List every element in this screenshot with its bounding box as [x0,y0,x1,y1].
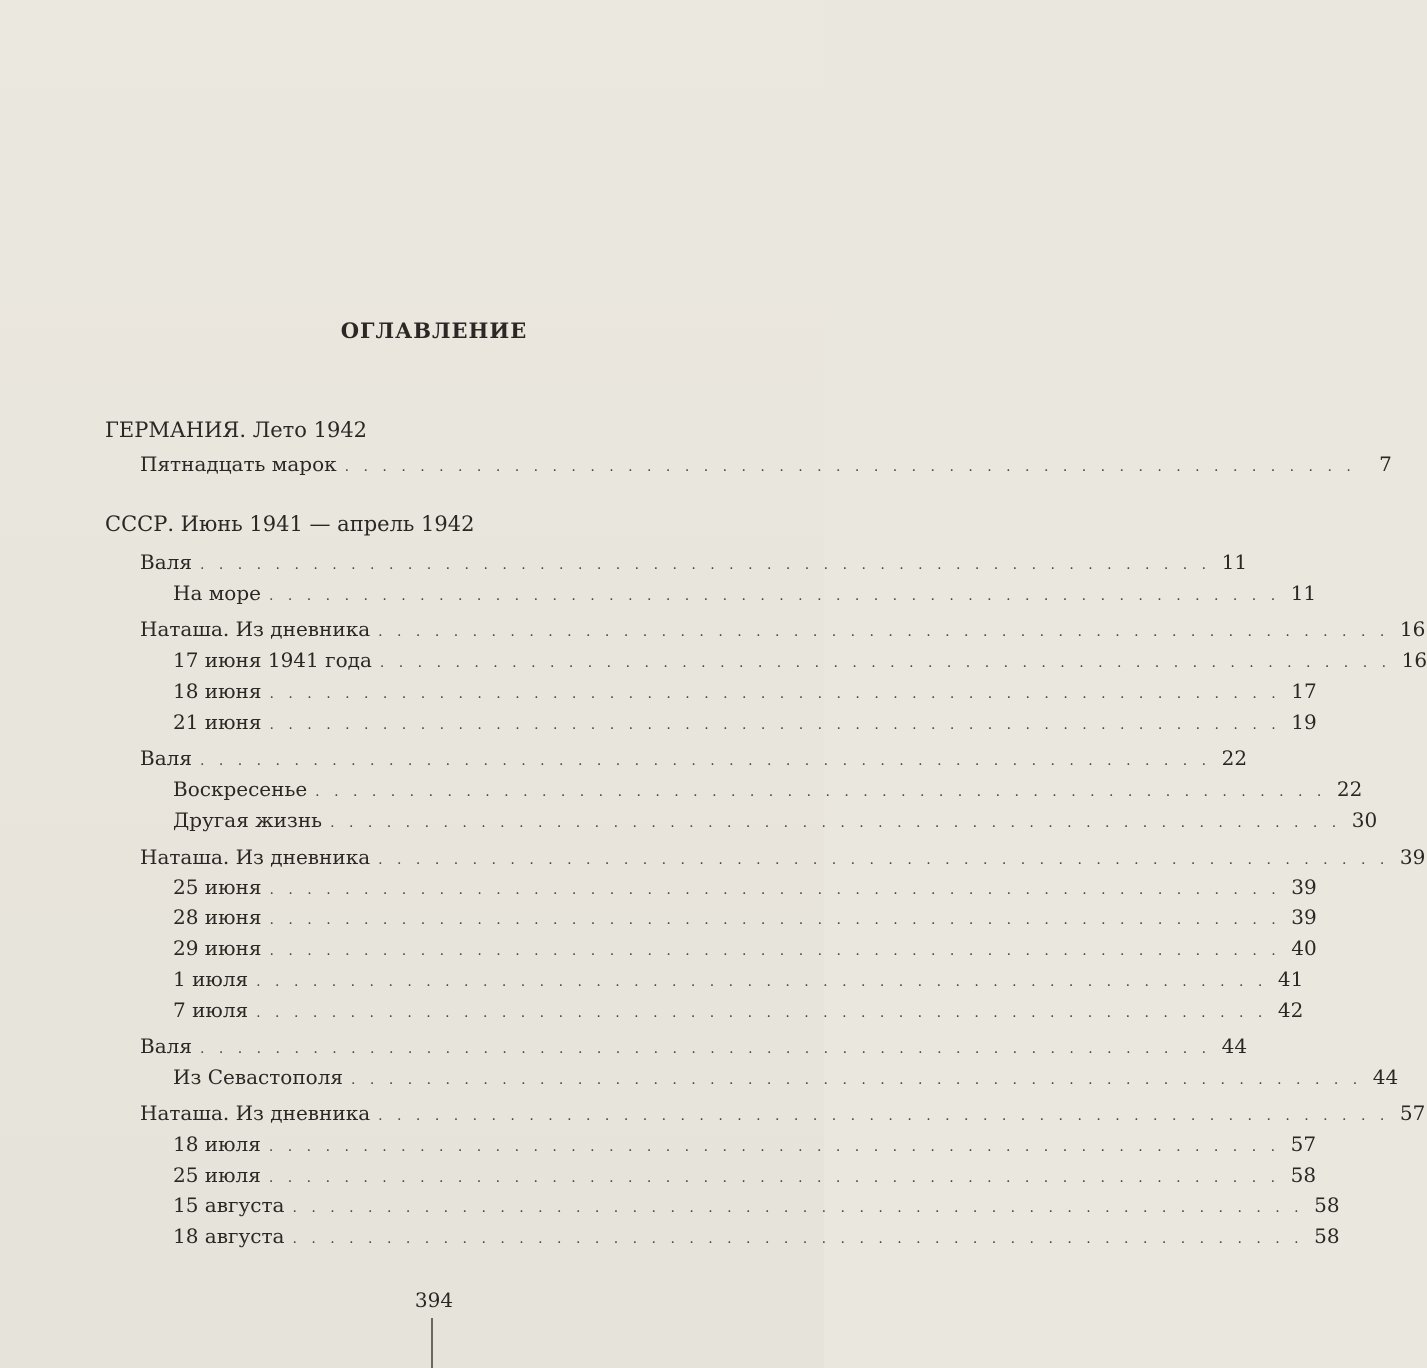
toc-entry-label: 15 августа [173,1193,285,1217]
page-title: ОГЛАВЛЕНИЕ [340,318,528,343]
toc-entry-page: 42 [1277,998,1304,1022]
toc-entry-label: Наташа. Из дневника [140,1101,371,1125]
toc-entry-label: 28 июня [173,905,262,929]
toc-entry [173,1193,1340,1223]
toc-entry [140,1034,1248,1064]
toc-entry-page: 7 [1379,452,1392,476]
toc-entry [140,452,1392,482]
dot-leader: . . . . . . . . . . . . . . . . . . . . . . . . . . . . . . . . . . . . . . . . . . . . . . . . . . . . . . [199,557,1212,573]
toc-entry-page: 30 [1351,808,1378,832]
dot-leader: . . . . . . . . . . . . . . . . . . . . . . . . . . . . . . . . . . . . . . . . . . . . . . . . . . . . . . [378,624,1390,640]
dot-leader: . . . . . . . . . . . . . . . . . . . . . . . . . . . . . . . . . . . . . . . . . . . . . . . . . . . . . . [378,1108,1390,1124]
toc-entry [140,746,1248,776]
toc-entry [173,998,1304,1028]
toc-entry-label: 7 июля [173,998,249,1022]
toc-entry-page: 11 [1221,550,1248,574]
toc-entry-label: Наташа. Из дневника [140,845,371,869]
toc-entry-label: На море [173,581,261,605]
toc-entry-page: 17 [1291,679,1317,703]
toc-entry-label: Валя [140,746,192,770]
dot-leader: . . . . . . . . . . . . . . . . . . . . . . . . . . . . . . . . . . . . . . . . . . . . . . . . . . . . . . [378,852,1390,868]
toc-entry-page: 22 [1336,777,1363,801]
toc-entry [173,1065,1399,1095]
dot-leader: . . . . . . . . . . . . . . . . . . . . . . . . . . . . . . . . . . . . . . . . . . . . . . . . . . . . . . [269,912,1281,928]
dot-leader: . . . . . . . . . . . . . . . . . . . . . . . . . . . . . . . . . . . . . . . . . . . . . . . . . . . . . . [344,459,1356,475]
toc-entry-page: 39 [1399,845,1426,869]
dot-leader: . . . . . . . . . . . . . . . . . . . . . . . . . . . . . . . . . . . . . . . . . . . . . . . . . . . . . . [269,882,1281,898]
page-number: 394 [414,1288,454,1312]
dot-leader: . . . . . . . . . . . . . . . . . . . . . . . . . . . . . . . . . . . . . . . . . . . . . . . . . . . . . . [351,1072,1363,1088]
dot-leader: . . . . . . . . . . . . . . . . . . . . . . . . . . . . . . . . . . . . . . . . . . . . . . . . . . . . . . [199,753,1212,769]
toc-entry-label: 1 июля [173,967,249,991]
dot-leader: . . . . . . . . . . . . . . . . . . . . . . . . . . . . . . . . . . . . . . . . . . . . . . . . . . . . . . [268,588,1281,604]
dot-leader: . . . . . . . . . . . . . . . . . . . . . . . . . . . . . . . . . . . . . . . . . . . . . . . . . . . . . . [268,1170,1281,1186]
toc-entry [173,710,1317,740]
dot-leader: . . . . . . . . . . . . . . . . . . . . . . . . . . . . . . . . . . . . . . . . . . . . . . . . . . . . . . [292,1200,1304,1216]
toc-entry-label: 18 августа [173,1224,285,1248]
toc-entry [173,1224,1340,1254]
toc-entry-page: 58 [1290,1163,1317,1187]
toc-entry-page: 39 [1291,875,1317,899]
dot-leader: . . . . . . . . . . . . . . . . . . . . . . . . . . . . . . . . . . . . . . . . . . . . . . . . . . . . . . [256,1005,1268,1021]
toc-entry [173,936,1317,966]
toc-entry-page: 16 [1399,617,1426,641]
toc-entry [173,1163,1317,1193]
toc-entry [173,875,1317,905]
toc-entry-page: 44 [1372,1065,1399,1089]
toc-entry-label: Из Севастополя [173,1065,344,1089]
dot-leader: . . . . . . . . . . . . . . . . . . . . . . . . . . . . . . . . . . . . . . . . . . . . . . . . . . . . . . [269,686,1281,702]
toc-entry-label: 25 июня [173,875,262,899]
toc-entry-page: 44 [1221,1034,1248,1058]
dot-leader: . . . . . . . . . . . . . . . . . . . . . . . . . . . . . . . . . . . . . . . . . . . . . . . . . . . . . . [292,1231,1304,1247]
toc-entry [173,648,1427,678]
dot-leader: . . . . . . . . . . . . . . . . . . . . . . . . . . . . . . . . . . . . . . . . . . . . . . . . . . . . . . [199,1041,1212,1057]
toc-entry-label: 17 июня 1941 года [173,648,372,672]
dot-leader: . . . . . . . . . . . . . . . . . . . . . . . . . . . . . . . . . . . . . . . . . . . . . . . . . . . . . . [269,717,1281,733]
toc-entry-page: 40 [1291,936,1317,960]
toc-entry-label: Другая жизнь [173,808,323,832]
toc-entry-label: Воскресенье [173,777,308,801]
toc-entry-label: Пятнадцать марок [140,452,337,476]
toc-entry-label: Валя [140,1034,192,1058]
dot-leader: . . . . . . . . . . . . . . . . . . . . . . . . . . . . . . . . . . . . . . . . . . . . . . . . . . . . . . [315,784,1327,800]
toc-entry-page: 41 [1277,967,1304,991]
toc-entry-label: 29 июня [173,936,262,960]
part-heading: СССР. Июнь 1941 — апрель 1942 [105,512,475,536]
toc-entry [173,581,1317,611]
toc-entry-label: 18 июля [173,1132,261,1156]
toc-entry-page: 16 [1401,648,1427,672]
page-gutter-line [431,1318,433,1368]
toc-entry-label: 25 июля [173,1163,261,1187]
toc-entry-page: 19 [1291,710,1317,734]
toc-entry [173,777,1363,807]
dot-leader: . . . . . . . . . . . . . . . . . . . . . . . . . . . . . . . . . . . . . . . . . . . . . . . . . . . . . . [269,943,1281,959]
toc-entry-page: 39 [1291,905,1317,929]
toc-entry [140,845,1426,875]
toc-entry-label: 18 июня [173,679,262,703]
toc-entry [140,550,1248,580]
part-heading: ГЕРМАНИЯ. Лето 1942 [105,418,368,442]
dot-leader: . . . . . . . . . . . . . . . . . . . . . . . . . . . . . . . . . . . . . . . . . . . . . . . . . . . . . . [330,815,1342,831]
toc-entry-page: 58 [1314,1224,1340,1248]
dot-leader: . . . . . . . . . . . . . . . . . . . . . . . . . . . . . . . . . . . . . . . . . . . . . . . . . . . . . . [256,974,1268,990]
toc-entry [173,905,1317,935]
toc-entry-page: 11 [1290,581,1317,605]
toc-entry-label: 21 июня [173,710,262,734]
dot-leader: . . . . . . . . . . . . . . . . . . . . . . . . . . . . . . . . . . . . . . . . . . . . . . . . . . . . . . [379,655,1392,671]
toc-entry-page: 22 [1221,746,1248,770]
toc-entry [173,808,1378,838]
toc-entry-label: Валя [140,550,192,574]
dot-leader: . . . . . . . . . . . . . . . . . . . . . . . . . . . . . . . . . . . . . . . . . . . . . . . . . . . . . . [268,1139,1281,1155]
toc-entry [173,967,1304,997]
toc-entry [173,1132,1317,1162]
toc-entry-page: 58 [1314,1193,1340,1217]
toc-entry [173,679,1317,709]
toc-entry-label: Наташа. Из дневника [140,617,371,641]
toc-entry-page: 57 [1399,1101,1426,1125]
toc-entry [140,617,1426,647]
toc-entry [140,1101,1426,1131]
toc-entry-page: 57 [1290,1132,1317,1156]
